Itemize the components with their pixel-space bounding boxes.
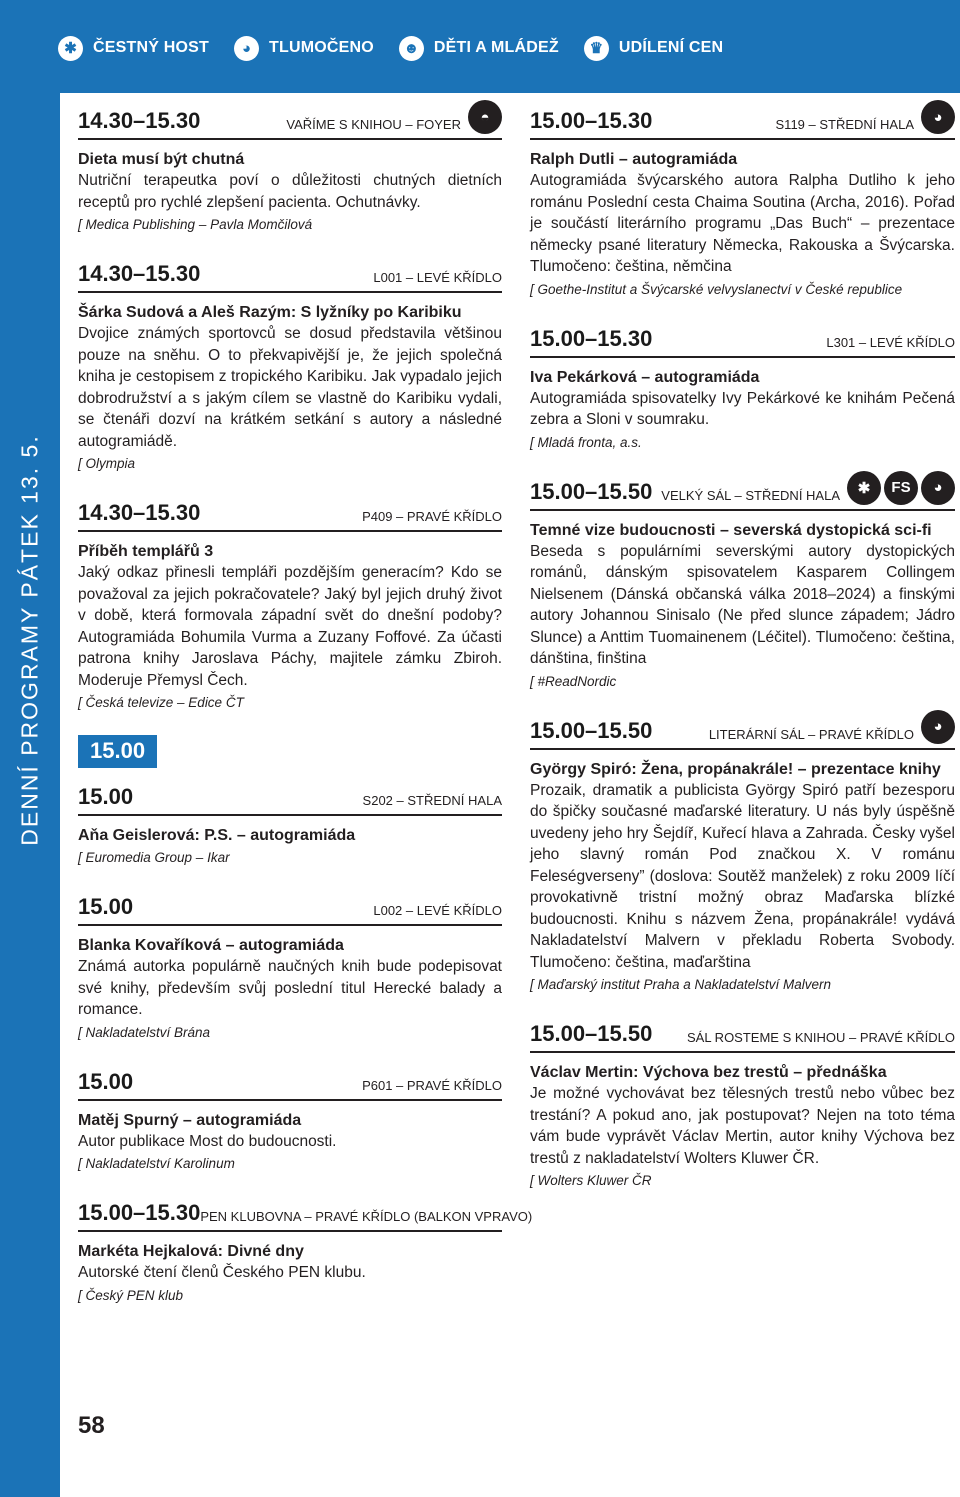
event-entry (78, 257, 502, 496)
event-meta (687, 1030, 955, 1047)
event-location: S202 – STŘEDNÍ HALA (362, 793, 502, 808)
divider (78, 530, 502, 532)
event-title: Temné vize budoucnosti – severská dystopická sci-fi (530, 521, 932, 539)
event-header (78, 1196, 533, 1226)
event-description: Autor publikace Most do budoucnosti. (78, 1132, 337, 1150)
event-icons (844, 471, 955, 505)
event-description: Jaký odkaz přinesli templáři pozdějším generacím? Kdo se považoval za jejich pokračovatele? Jaký byl jejich druhý život v době, která formovala západní svět do dnešní podoby? Autogramiáda Bohumila Vurma a Zuzany Foffové. Za účasti patrona knihy Jaroslava Páchy, majitele zámku Zbiroh. Moderuje Přemysl Čech. (78, 564, 502, 689)
event-header (78, 890, 502, 920)
event-entry (530, 104, 955, 322)
event-publisher: [ #ReadNordic (530, 673, 617, 689)
legend (58, 34, 748, 62)
legend-item (234, 36, 374, 61)
event-entry (78, 1065, 502, 1197)
divider (78, 291, 502, 293)
speech-icon: ◕ (921, 100, 955, 134)
legend-label: TLUMOČENO (269, 39, 374, 56)
event-publisher: [ Nakladatelství Brána (78, 1024, 211, 1040)
divider (78, 1099, 502, 1101)
event-time: 15.00–15.30 (530, 108, 653, 133)
event-title: Příběh templářů 3 (78, 543, 214, 560)
event-time: 15.00–15.50 (530, 478, 653, 504)
event-title: Matěj Spurný – autogramiáda (78, 1111, 302, 1129)
sidebar (0, 93, 60, 1497)
event-location: VELKÝ SÁL – STŘEDNÍ HALA (661, 487, 840, 503)
event-header (530, 1017, 955, 1047)
event-time: 15.00–15.50 (530, 717, 653, 743)
event-time: 15.00–15.30 (78, 1200, 201, 1225)
event-location: P409 – PRAVÉ KŘÍDLO (362, 509, 502, 524)
event-meta (362, 1078, 502, 1095)
event-title: György Spiró: Žena, propánakrále! – prezentace knihy (530, 760, 941, 778)
event-entry (78, 1196, 533, 1328)
event-time: 14.30–15.30 (78, 108, 201, 133)
divider (530, 1051, 955, 1053)
legend-item (58, 36, 209, 61)
event-description: Známá autorka populárně naučných knih bude podepisovat své knihy, především svůj poslední titul Herecké balady a romance. (78, 958, 502, 1018)
event-icons (918, 710, 955, 744)
event-time: 14.30–15.30 (78, 261, 201, 286)
event-meta (826, 335, 955, 352)
event-header (78, 1065, 502, 1095)
spacer (530, 300, 955, 322)
divider (530, 509, 955, 511)
event-description: Beseda s populárními severskými autory dystopických románů, dánským spisovatelem Kasparem Collingem Nielsenem (Dánská občanská válka 2018–2024) a finskými autory Johannou Sinisalo (Ne před slunce západem; Jádro Slunce) a Anttim Tuomainenem (Léčitel). Tlumočeno: čeština, dánština, finština (530, 542, 955, 667)
cooking-icon: ◓ (468, 100, 502, 134)
event-entry (530, 322, 955, 475)
event-entry (530, 475, 955, 714)
event-title: Dieta musí být chutná (78, 151, 245, 168)
event-publisher: [ Mladá fronta, a.s. (530, 434, 642, 450)
event-entry (78, 780, 502, 890)
legend-label: UDÍLENÍ CEN (618, 39, 724, 56)
divider (78, 138, 502, 140)
spacer (530, 995, 955, 1017)
divider (78, 1230, 502, 1232)
event-location: PEN KLUBOVNA – PRAVÉ KŘÍDLO (BALKON VPRAVO) (200, 1209, 533, 1224)
event-header (530, 714, 955, 744)
spacer (78, 235, 502, 257)
event-time: 15.00–15.50 (530, 1021, 653, 1046)
event-publisher: [ Maďarský institut Praha a Nakladatelství Malvern (530, 977, 832, 992)
event-header (78, 780, 502, 810)
event-location: L001 – LEVÉ KŘÍDLO (373, 270, 502, 285)
event-entry (78, 104, 502, 257)
star-icon: ✱ (58, 36, 83, 61)
event-location: SÁL ROSTEME S KNIHOU – PRAVÉ KŘÍDLO (686, 1030, 955, 1045)
event-header (530, 104, 955, 134)
star-icon: ✱ (847, 471, 881, 505)
event-header (78, 104, 502, 134)
fs-icon: FS (884, 471, 918, 505)
event-description: Dvojice známých sportovců se dosud představila většinou pouze na sněhu. O to překvapivější je, že jejich společná kniha je cestopisem z tropického Karibiku. Jak vypadalo jejich dobrodružství a s jakým cílem se vlastně do Karibiku vydali, se čtenáři dozví na krátkém setkání s autory a následné autogramiádě. (78, 325, 502, 450)
event-location: L301 – LEVÉ KŘÍDLO (826, 334, 955, 350)
spacer (78, 1174, 502, 1196)
event-publisher: [ Euromedia Group – Ikar (78, 850, 230, 865)
divider (530, 356, 955, 358)
legend-label: DĚTI A MLÁDEŽ (433, 39, 559, 56)
left-column (78, 104, 533, 1328)
event-time: 15.00–15.30 (530, 325, 653, 351)
sidebar-title: DENNÍ PROGRAMY PÁTEK 13. 5. (16, 434, 43, 846)
event-title: Blanka Kovaříková – autogramiáda (78, 937, 344, 954)
spacer (78, 868, 502, 890)
event-entry (530, 1017, 955, 1213)
divider (78, 924, 502, 926)
event-publisher: [ Česká televize – Edice ČT (78, 695, 244, 710)
event-location: P601 – PRAVÉ KŘÍDLO (362, 1077, 502, 1093)
event-title: Václav Mertin: Výchova bez trestů – přednáška (530, 1064, 887, 1081)
spacer (78, 713, 502, 735)
event-meta (363, 793, 502, 810)
spacer (530, 1191, 955, 1213)
speech-icon: ◕ (921, 471, 955, 505)
event-meta (373, 270, 502, 287)
event-meta (709, 710, 955, 744)
speech-icon: ◕ (921, 710, 955, 744)
divider (78, 814, 502, 816)
event-title: Markéta Hejkalová: Divné dny (78, 1243, 304, 1260)
event-icons (918, 100, 955, 134)
event-location: S119 – STŘEDNÍ HALA (775, 117, 914, 132)
event-publisher: [ Nakladatelství Karolinum (78, 1156, 235, 1171)
event-header (530, 475, 955, 505)
event-publisher: [ Olympia (78, 456, 136, 471)
event-description: Je možné vychovávat bez tělesných trestů nebo vůbec bez trestání? A pokud ano, jak postupovat? Nejen na toto téma vám bude vyprávět Václav Mertin, autor knihy Výchova bez trestů z nakladatelství Wolters Kluwer ČR. (530, 1085, 955, 1167)
speech-icon: ◕ (234, 36, 259, 61)
page-number: 58 (78, 1412, 105, 1439)
legend-item (399, 36, 559, 61)
right-column (530, 104, 955, 1213)
divider (530, 748, 955, 750)
event-description: Nutriční terapeutka poví o důležitosti chutných dietních receptů pro rychlé zlepšení pacienta. Ochutnávky. (78, 172, 502, 211)
event-header (78, 257, 502, 287)
event-location: VAŘÍME S KNIHOU – FOYER (286, 117, 461, 132)
event-meta (362, 509, 502, 526)
event-title: Šárka Sudová a Aleš Razým: S lyžníky po Karibiku (78, 304, 462, 321)
event-meta (373, 903, 502, 920)
event-publisher: [ Český PEN klub (78, 1287, 184, 1303)
event-title: Iva Pekárková – autogramiáda (530, 368, 760, 386)
smiley-icon: ☻ (399, 36, 424, 61)
event-description: Autogramiáda spisovatelky Ivy Pekárkové ke knihám Pečená zebra a Sloni v soumraku. (530, 389, 955, 428)
legend-label: ČESTNÝ HOST (93, 39, 209, 56)
event-time: 15.00 (78, 1068, 134, 1094)
event-description: Prozaik, dramatik a publicista György Spiró patří bezesporu do špičky současné maďarské literatury. U nás byly úspěšně uvedeny jeho hry Šejdíř, Kuřecí hlava a Zahrada. Česky vyšel jeho slavný román Pod značkou X. V románu Feleségverseny” (doslova: Soutěž manželek) z roku 2009 líčí provokativně tristní možný obraz Maďarska blízké budoucnosti. Knihu s názvem Žena, propánakrále! vydává Nakladatelství Malvern v překladu Roberta Svobody. Tlumočeno: čeština, maďarština (530, 781, 955, 971)
event-location: L002 – LEVÉ KŘÍDLO (373, 903, 502, 918)
event-description: Autogramiáda švýcarského autora Ralpha Dutliho k jeho románu Poslední cesta Chaima Soutina (Archa, 2016). Pořad je součástí literárního programu „Das Buch“ – prezentace německy psané literatury Německa, Rakouska a Švýcarska. Tlumočeno: čeština, němčina (530, 172, 955, 275)
event-meta (776, 100, 955, 134)
event-time: 15.00 (78, 784, 134, 809)
event-publisher: [ Goethe-Institut a Švýcarské velvyslanectví v České republice (530, 281, 903, 297)
award-icon: ♛ (584, 36, 609, 61)
legend-item (584, 36, 723, 61)
event-title: Aňa Geislerová: P.S. – autogramiáda (78, 827, 356, 844)
event-publisher: [ Wolters Kluwer ČR (530, 1173, 652, 1188)
spacer (78, 1043, 502, 1065)
event-entry (78, 890, 502, 1065)
event-location: LITERÁRNÍ SÁL – PRAVÉ KŘÍDLO (708, 726, 914, 742)
section-time-badge: 15.00 (78, 735, 157, 768)
event-time: 15.00 (78, 894, 134, 919)
event-title: Ralph Dutli – autogramiáda (530, 151, 738, 168)
event-meta (200, 1209, 532, 1226)
event-header (530, 322, 955, 352)
event-time: 14.30–15.30 (78, 500, 201, 525)
event-publisher: [ Medica Publishing – Pavla Momčilová (78, 217, 313, 232)
event-header (78, 496, 502, 526)
event-entry (78, 496, 502, 735)
event-description: Autorské čtení členů Českého PEN klubu. (78, 1264, 366, 1281)
event-entry (530, 714, 955, 1018)
event-icons (465, 100, 502, 134)
event-meta (286, 100, 502, 134)
header-bar (0, 0, 960, 93)
spacer (78, 1306, 502, 1328)
divider (530, 138, 955, 140)
event-meta (661, 471, 955, 505)
spacer (78, 474, 502, 496)
